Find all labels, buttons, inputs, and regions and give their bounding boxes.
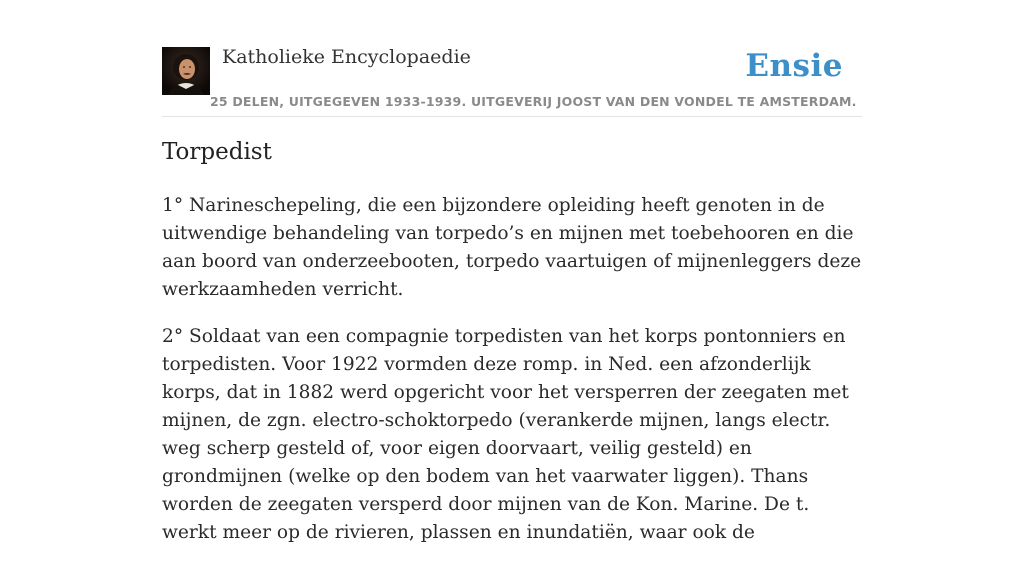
- source-title[interactable]: Katholieke Encyclopaedie: [222, 46, 471, 68]
- article-paragraph-2: 2° Soldaat van een compagnie torpedisten van het korps pontonniers en torpedisten. Voor 1922 vormden deze romp. in Ned. een afzonderlijk korps, dat in 1882 werd opgericht voor het versperren der zeegaten met mijnen, de zgn. electro-schoktorpedo (verankerde mijnen, langs electr. weg scherp gesteld of, voor eigen doorvaart, veilig gesteld) en grondmijnen (welke op den bodem van het vaarwater liggen). Thans worden de zeegaten versperd door mijnen van de Kon. Marine. De t. werkt meer op de rivieren, plassen en inundatiën, waar ook de: [162, 326, 849, 543]
- portrait-avatar-graphic: [162, 47, 210, 95]
- header: [162, 46, 862, 117]
- source-subtitle: 25 DELEN, UITGEGEVEN 1933-1939. UITGEVERIJ JOOST VAN DEN VONDEL TE AMSTERDAM.: [210, 94, 857, 109]
- article-title: Torpedist: [162, 139, 272, 165]
- article-paragraph-1: 1° Narineschepeling, die een bijzondere opleiding heeft genoten in de uitwendige behandeling van torpedo’s en mijnen met toebehooren en die aan boord van onderzeebooten, torpedo vaartuigen of mijnenleggers deze werkzaamheden verricht.: [162, 195, 862, 300]
- article-body: [162, 192, 868, 566]
- portrait-avatar-icon[interactable]: [162, 47, 210, 95]
- ensie-logo[interactable]: Ensie: [745, 48, 843, 84]
